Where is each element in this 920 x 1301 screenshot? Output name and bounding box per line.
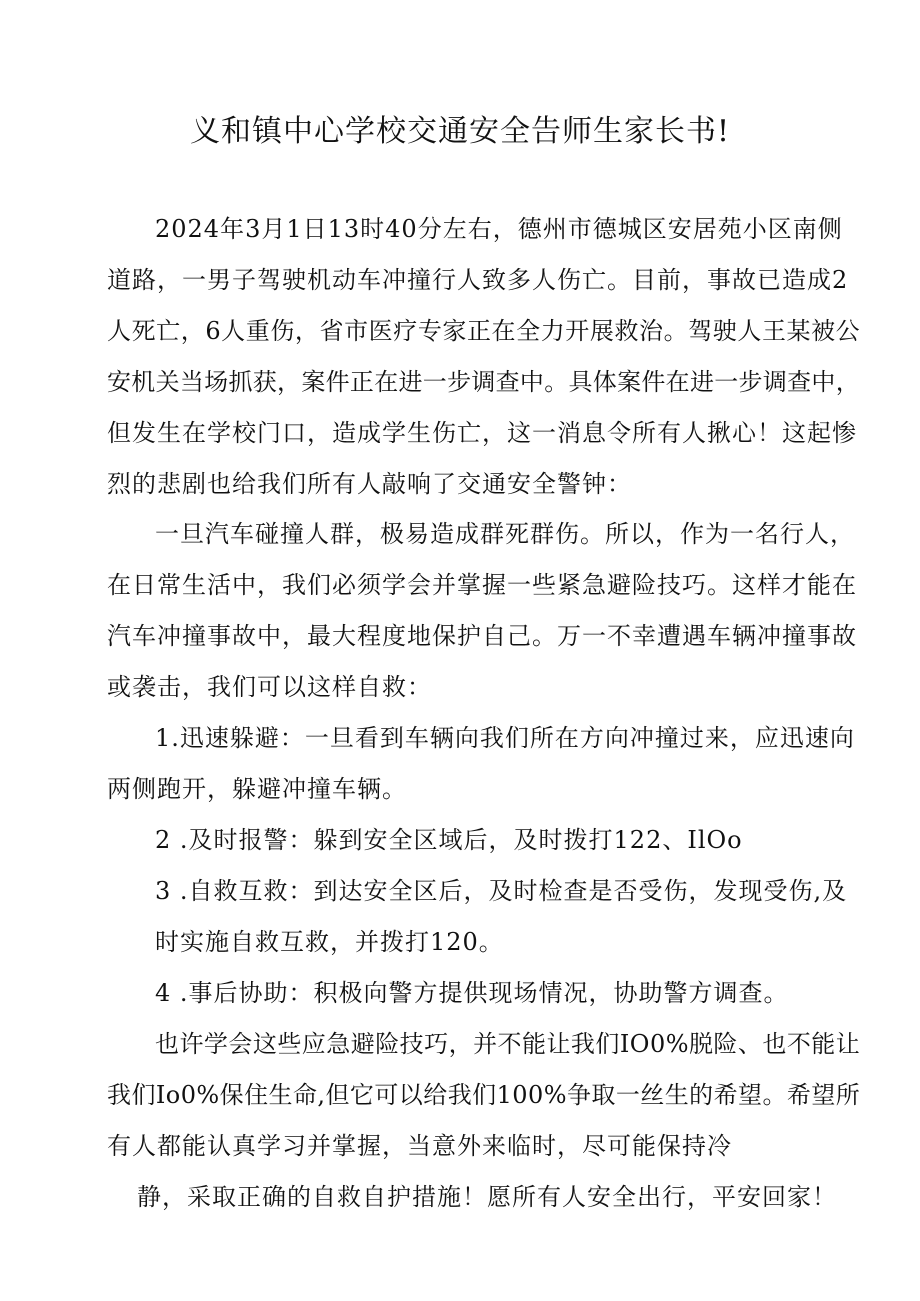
list-item-line: 3 .自救互救：到达安全区后，及时检查是否受伤，发现受伤,及 (155, 877, 848, 905)
list-item-line: 两侧跑开，躲避冲撞车辆。 (107, 775, 407, 803)
paragraph-line: 人死亡，6人重伤，省市医疗专家正在全力开展救治。驾驶人王某被公 (107, 317, 861, 345)
paragraph-line: 在日常生活中，我们必须学会并掌握一些紧急避险技巧。这样才能在 (107, 571, 857, 599)
paragraph-line: 道路，一男子驾驶机动车冲撞行人致多人伤亡。目前，事故已造成2 (107, 266, 849, 294)
list-item-line: 2 .及时报警：躲到安全区域后，及时拨打122、IlOo (155, 826, 743, 854)
paragraph-line: 有人都能认真学习并掌握，当意外来临时，尽可能保持冷 (107, 1132, 732, 1160)
list-item-line: 1.迅速躲避：一旦看到车辆向我们所在方向冲撞过来，应迅速向 (155, 724, 855, 752)
list-item-line: 4 .事后协助：积极向警方提供现场情况，协助警方调查。 (155, 979, 789, 1007)
paragraph-line: 或袭击，我们可以这样自救： (107, 673, 432, 701)
paragraph-line: 也许学会这些应急避险技巧，并不能让我们IO0%脱险、也不能让 (155, 1030, 861, 1058)
paragraph-line: 汽车冲撞事故中，最大程度地保护自己。万一不幸遭遇车辆冲撞事故 (107, 622, 857, 650)
paragraph-line: 我们Io0%保住生命,但它可以给我们100%争取一丝生的希望。希望所 (107, 1081, 861, 1109)
paragraph-line: 烈的悲剧也给我们所有人敲响了交通安全警钟： (107, 470, 632, 498)
paragraph-line: 2024年3月1日13时40分左右，德州市德城区安居苑小区南侧 (155, 215, 843, 243)
list-item-line: 时实施自救互救，并拨打120。 (155, 928, 504, 956)
paragraph-line: 但发生在学校门口，造成学生伤亡，这一消息令所有人揪心！这起惨 (107, 419, 857, 447)
paragraph-line: 安机关当场抓获，案件正在进一步调查中。具体案件在进一步调查中， (107, 368, 860, 396)
paragraph-line: 静，采取正确的自救自护措施！愿所有人安全出行，平安回家！ (137, 1183, 837, 1211)
document-title: 义和镇中心学校交通安全告师生家长书! (189, 114, 731, 149)
paragraph-line: 一旦汽车碰撞人群，极易造成群死群伤。所以，作为一名行人， (155, 520, 855, 548)
